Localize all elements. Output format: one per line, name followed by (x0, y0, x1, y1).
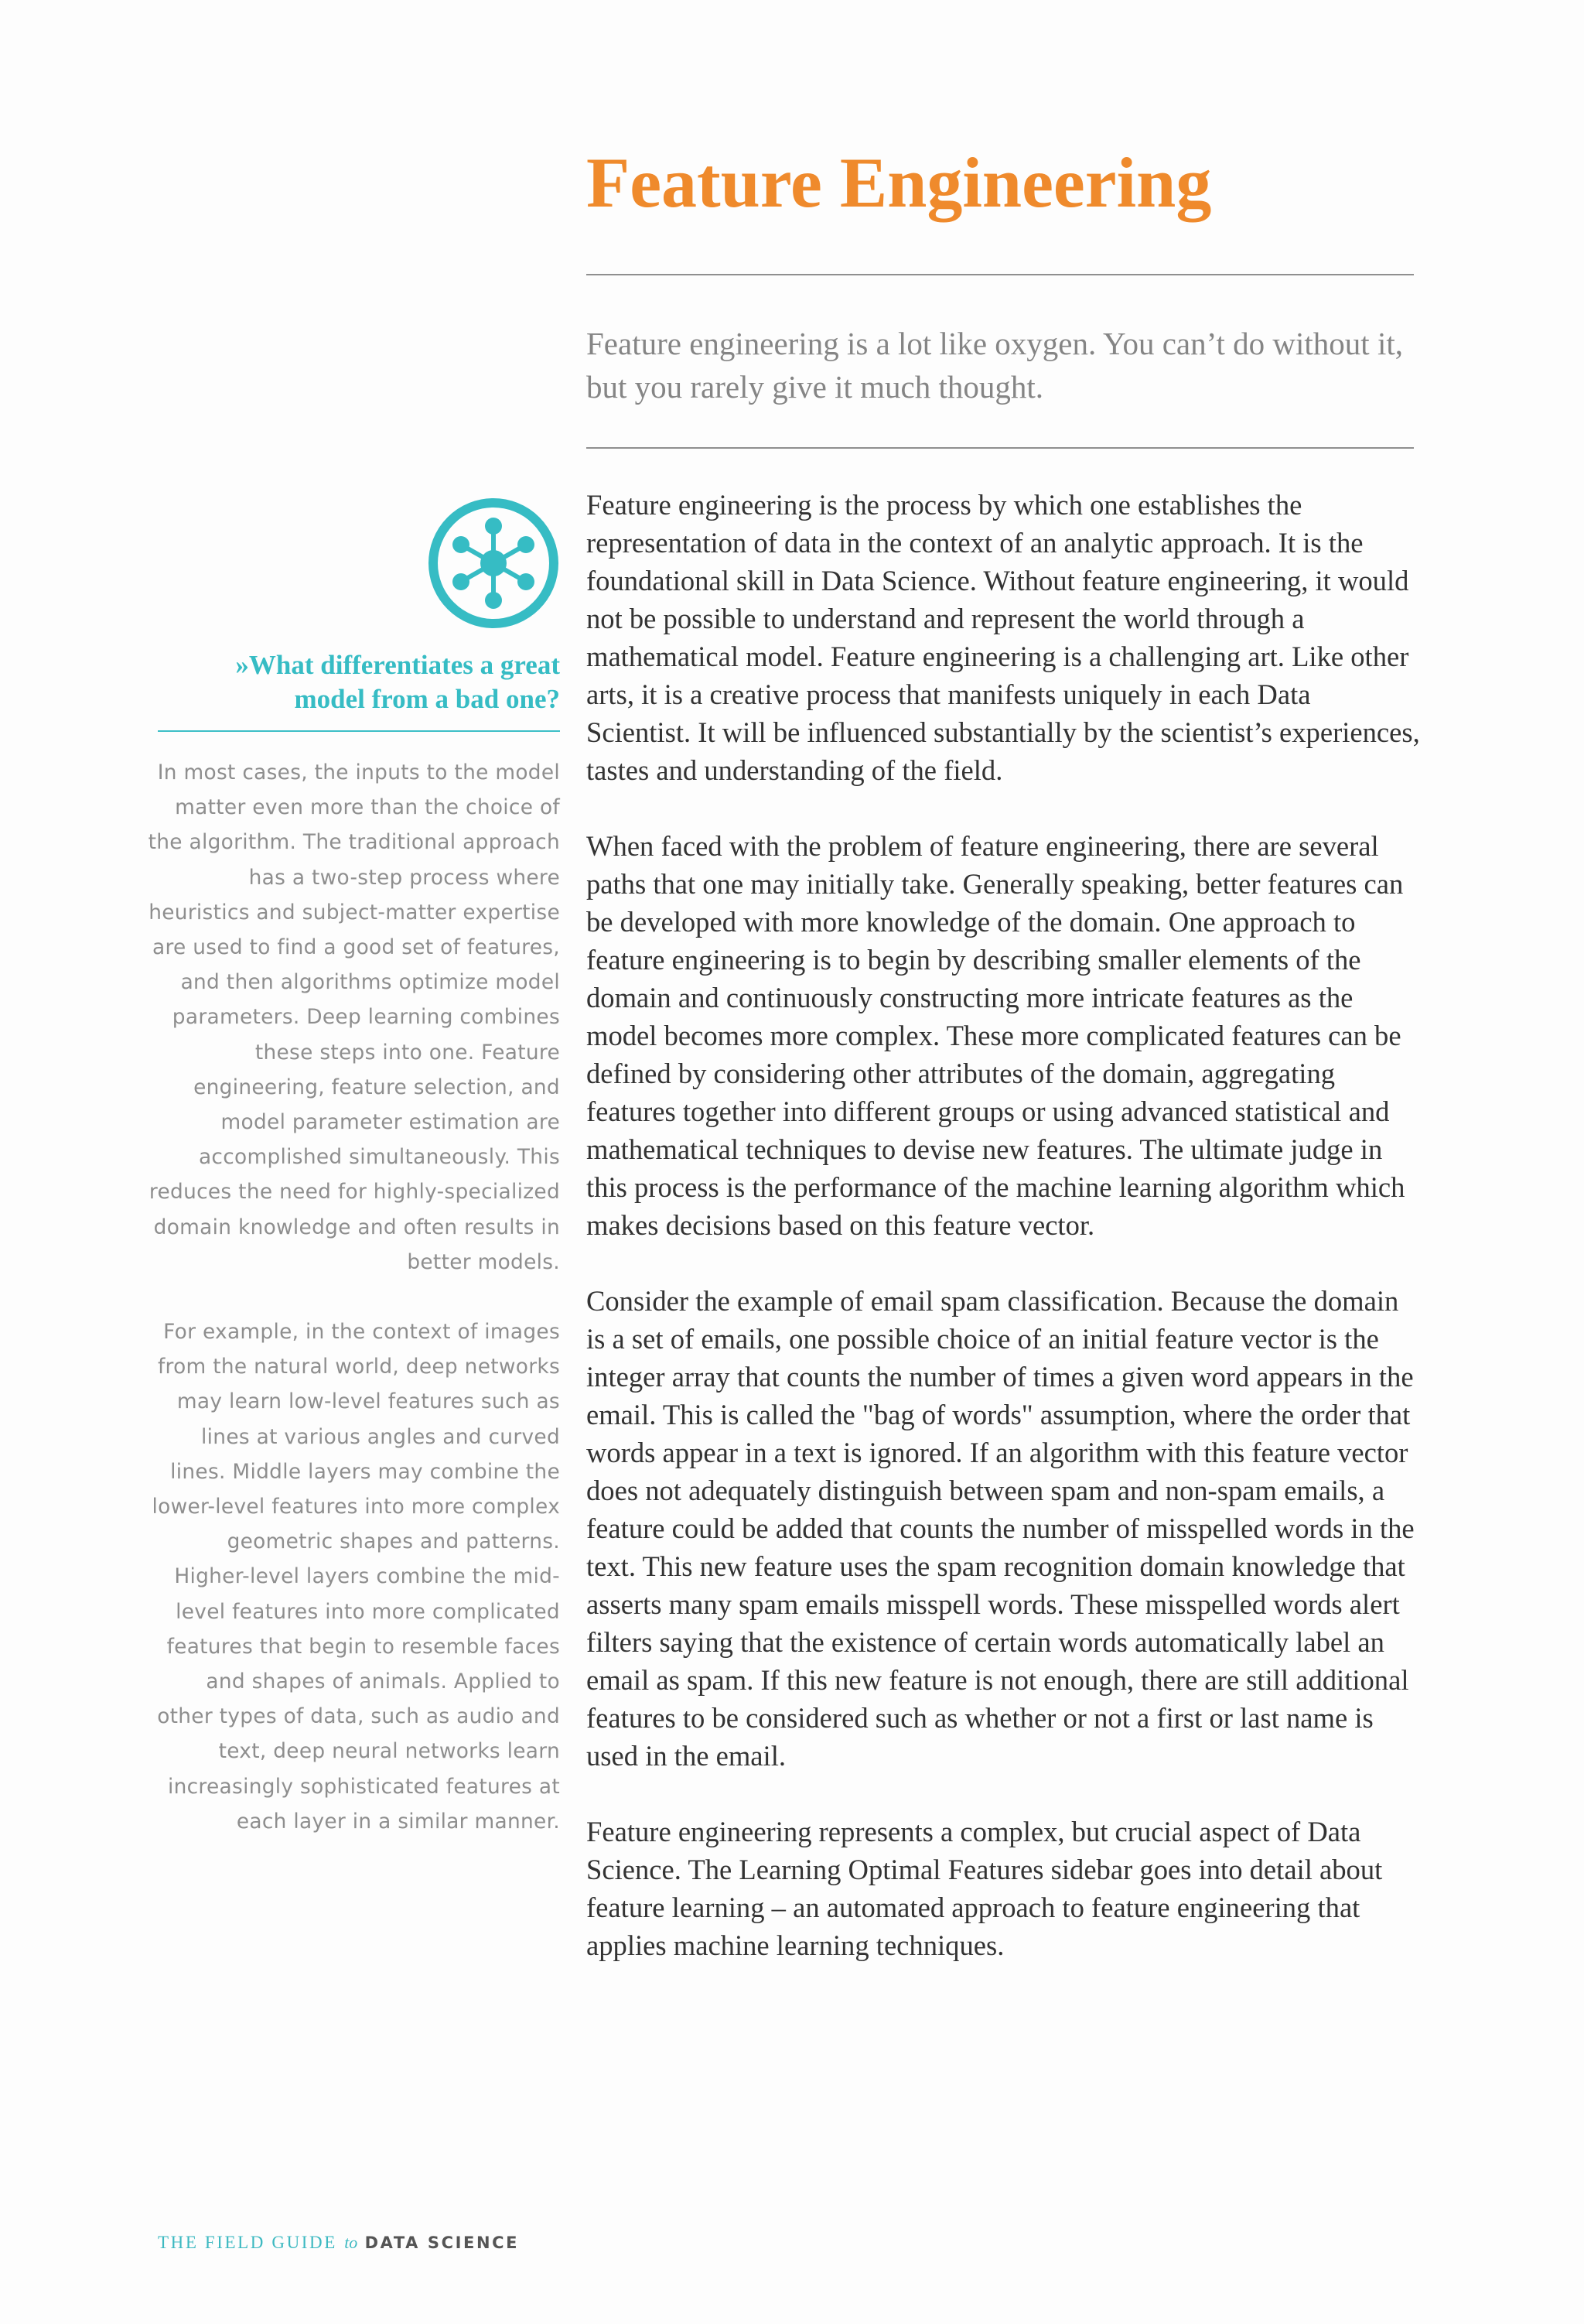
sidebar-heading-line-2: model from a bad one? (294, 684, 560, 714)
pull-quote-divider (586, 447, 1414, 449)
sidebar-paragraph: In most cases, the inputs to the model matter even more than the choice of the algorithm. The traditional approach has a two-step process where heuristics and subject-matter expertise are used to find a good set of features, and then algorithms optimize model parameters. Deep learning combines these steps into one. Feature engineering, feature selection, and model parameter estimation are accomplished simultaneously. This reduces the need for highly-specialized domain knowledge and often results in better models. (148, 760, 560, 1274)
sidebar-heading-line-1: »What differentiates a great (235, 650, 560, 680)
sidebar-divider (158, 730, 560, 732)
body-paragraph: Consider the example of email spam classification. Because the domain is a set of emails, one possible choice of an initial feature vector is the integer array that counts the number of times a given word appears in the email. This is called the "bag of words" assumption, where the order that words appear in a text is ignored. If an algorithm with this feature vector does not adequately distinguish between spam and non-spam emails, a feature could be added that counts the number of misspelled words in the text. This new feature uses the spam recognition domain knowledge that asserts many spam emails misspell words. These misspelled words alert filters saying that the existence of certain words automatically label an email as spam. If this new feature is not enough, there are still additional features to be considered such as whether or not a first or last name is used in the email. (586, 1285, 1415, 1772)
sidebar-heading (235, 648, 560, 716)
body-paragraph: When faced with the problem of feature engineering, there are several paths that one may initially take. Generally speaking, better features can be developed with more knowledge of the domain. One approach to feature engineering is to begin by describing smaller elements of the domain and continuously constructing more intricate features as the model becomes more complex. These more complicated features can be defined by considering other attributes of the domain, aggregating features together into different groups or using advanced statistical and mathematical techniques to devise new features. The ultimate judge in this process is the performance of the machine learning algorithm which makes decisions based on this feature vector. (586, 830, 1405, 1241)
footer-guide-label: THE FIELD GUIDE (158, 2233, 337, 2252)
network-hub-icon (427, 497, 560, 630)
sidebar-text (147, 755, 560, 1874)
footer-connector: to (344, 2233, 358, 2252)
pull-quote: Feature engineering is a lot like oxygen. You can’t do without it, but you rarely give it much thought. (586, 326, 1403, 405)
title-divider (586, 274, 1414, 275)
page-title: Feature Engineering (586, 143, 1212, 222)
body-text (586, 486, 1422, 2002)
body-paragraph: Feature engineering represents a complex, but crucial aspect of Data Science. The Learning Optimal Features sidebar goes into detail about feature learning – an automated approach to feature engineering that applies machine learning techniques. (586, 1816, 1383, 1961)
sidebar-paragraph: For example, in the context of images from the natural world, deep networks may learn low-level features such as lines at various angles and curved lines. Middle layers may combine the lower-level features into more complex geometric shapes and patterns. Higher-level layers combine the mid-level features into more complicated features that begin to resemble faces and shapes of animals. Applied to other types of data, such as audio and text, deep neural networks learn increasingly sophisticated features at each layer in a similar manner. (152, 1320, 560, 1834)
body-paragraph: Feature engineering is the process by which one establishes the representation of data in the context of an analytic approach. It is the foundational skill in Data Science. Without feature engineering, it would not be possible to understand and represent the world through a mathematical model. Feature engineering is a challenging art. Like other arts, it is a creative process that manifests uniquely in each Data Scientist. It will be influenced substantially by the scientist’s experiences, tastes and understanding of the field. (586, 489, 1420, 786)
footer-running-title (158, 2233, 519, 2253)
footer-subject-label: DATA SCIENCE (364, 2233, 520, 2252)
